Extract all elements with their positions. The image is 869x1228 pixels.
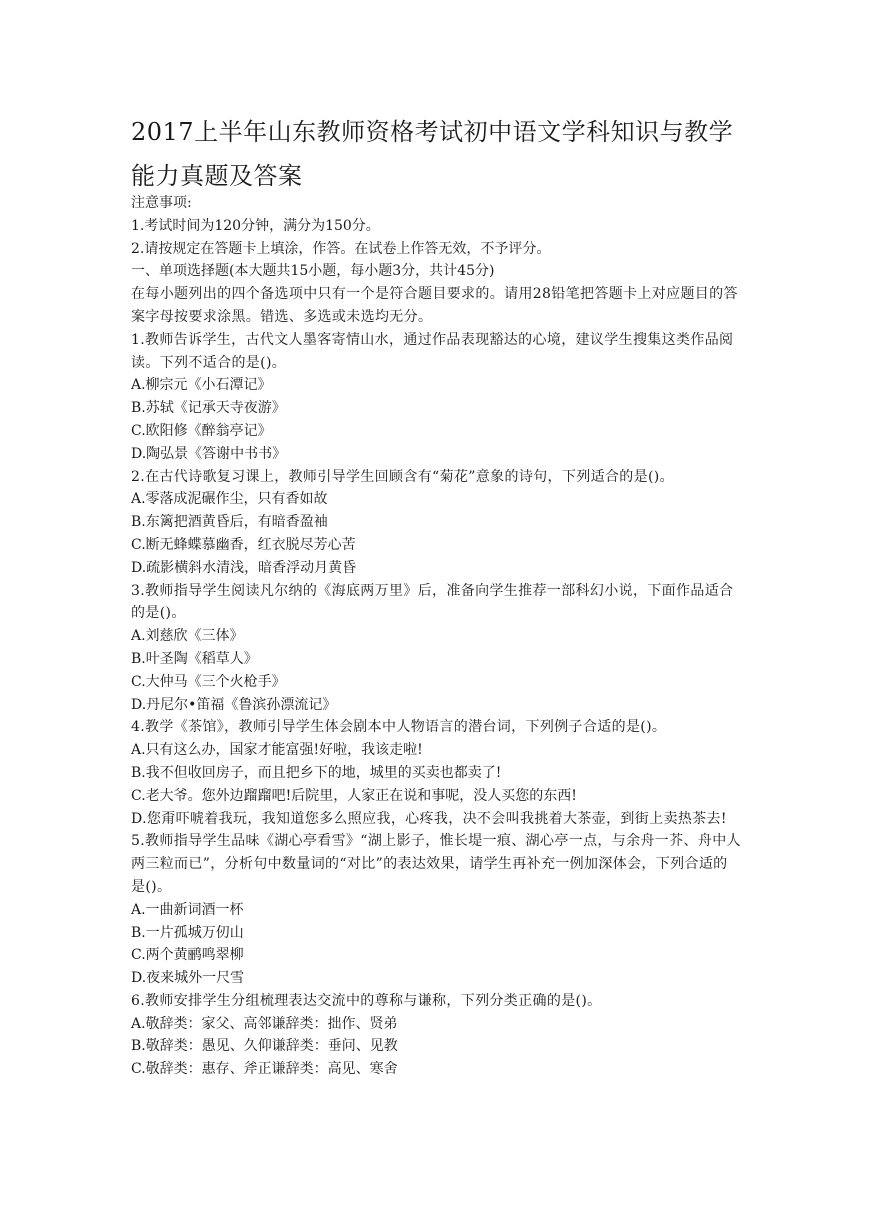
option-c: C.老大爷。您外边蹓蹓吧!后院里，人家正在说和事呢，没人买您的东西! bbox=[131, 787, 577, 804]
option-c: C.断无蜂蝶慕幽香，红衣脱尽芳心苦 bbox=[131, 536, 356, 553]
question-stem: 4.教学《茶馆》，教师引导学生体会剧本中人物语言的潜台词，下列例子合适的是()。 bbox=[131, 719, 667, 736]
question-4 bbox=[131, 716, 741, 830]
option-c: C.大仲马《三个火枪手》 bbox=[131, 673, 286, 690]
question-stem: 3.教师指导学生阅读凡尔纳的《海底两万里》后，准备向学生推荐一部科幻小说，下面作品适合的是()。 bbox=[131, 582, 734, 622]
question-1 bbox=[131, 329, 741, 466]
option-a: A.敬辞类：家父、高邻谦辞类：拙作、贤弟 bbox=[131, 1015, 398, 1032]
option-b: B.敬辞类：愚见、久仰谦辞类：垂问、见教 bbox=[131, 1038, 398, 1055]
option-d: D.疏影横斜水清浅，暗香浮动月黄昏 bbox=[131, 559, 357, 576]
option-b: B.我不但收回房子，而且把乡下的地，城里的买卖也都卖了! bbox=[131, 764, 502, 781]
option-c: C.欧阳修《醉翁亭记》 bbox=[131, 422, 272, 439]
notice-item: 2.请按规定在答题卡上填涂，作答。在试卷上作答无效，不予评分。 bbox=[131, 240, 551, 257]
option-b: B.一片孤城万仞山 bbox=[131, 924, 244, 941]
option-a: A.只有这么办，国家才能富强!好啦，我该走啦! bbox=[131, 742, 423, 759]
notice-item: 1.考试时间为120分钟，满分为150分。 bbox=[131, 217, 380, 234]
question-3 bbox=[131, 580, 741, 717]
option-c: C.两个黄鹂鸣翠柳 bbox=[131, 947, 244, 964]
question-stem: 2.在古代诗歌复习课上，教师引导学生回顾含有“菊花”意象的诗句，下列适合的是()。 bbox=[131, 468, 674, 485]
section-intro: 在每小题列出的四个备选项中只有一个是符合题目要求的。请用28铅笔把答题卡上对应题目的答案字母按要求涂黑。错选、多选或未选均无分。 bbox=[131, 286, 738, 325]
question-5 bbox=[131, 830, 741, 990]
document-body bbox=[131, 192, 741, 1081]
option-b: B.苏轼《记承天寺夜游》 bbox=[131, 400, 286, 417]
option-c: C.敬辞类：惠存、斧正谦辞类：高见、寒舍 bbox=[131, 1061, 398, 1078]
question-stem: 6.教师安排学生分组梳理表达交流中的尊称与谦称，下列分类正确的是()。 bbox=[131, 992, 602, 1009]
option-b: B.东篱把酒黄昏后，有暗香盈袖 bbox=[131, 514, 328, 531]
option-a: A.零落成泥碾作尘，只有香如故 bbox=[131, 491, 328, 508]
question-2 bbox=[131, 466, 741, 580]
option-d: D.陶弘景《答谢中书书》 bbox=[131, 445, 287, 462]
question-stem: 5.教师指导学生品味《湖心亭看雪》“湖上影子，惟长堤一痕、湖心亭一点，与余舟一芥、舟中人两三粒而已”，分析句中数量词的“对比”的表达效果，请学生再补充一例加深体会，下列合适的是()。 bbox=[131, 833, 741, 895]
option-d: D.夜来城外一尺雪 bbox=[131, 970, 245, 987]
option-d: D.丹尼尔•笛福《鲁滨孙漂流记》 bbox=[131, 696, 337, 713]
option-a: A.一曲新词酒一杯 bbox=[131, 901, 244, 918]
page-title: 2017上半年山东教师资格考试初中语文学科知识与教学能力真题及答案 bbox=[131, 118, 734, 190]
section-heading: 一、单项选择题(本大题共15小题，每小题3分，共计45分) bbox=[131, 263, 495, 280]
option-a: A.柳宗元《小石潭记》 bbox=[131, 377, 272, 394]
option-a: A.刘慈欣《三体》 bbox=[131, 628, 244, 645]
question-stem: 1.教师告诉学生，古代文人墨客寄情山水，通过作品表现豁达的心境，建议学生搜集这类作品阅读。下列不适合的是()。 bbox=[131, 331, 734, 371]
option-d: D.您甭吓唬着我玩，我知道您多么照应我，心疼我，决不会叫我挑着大茶壶，到街上卖热茶去! bbox=[131, 810, 727, 827]
option-b: B.叶圣陶《稻草人》 bbox=[131, 650, 258, 667]
question-6 bbox=[131, 990, 741, 1081]
notice-heading: 注意事项: bbox=[131, 195, 192, 211]
